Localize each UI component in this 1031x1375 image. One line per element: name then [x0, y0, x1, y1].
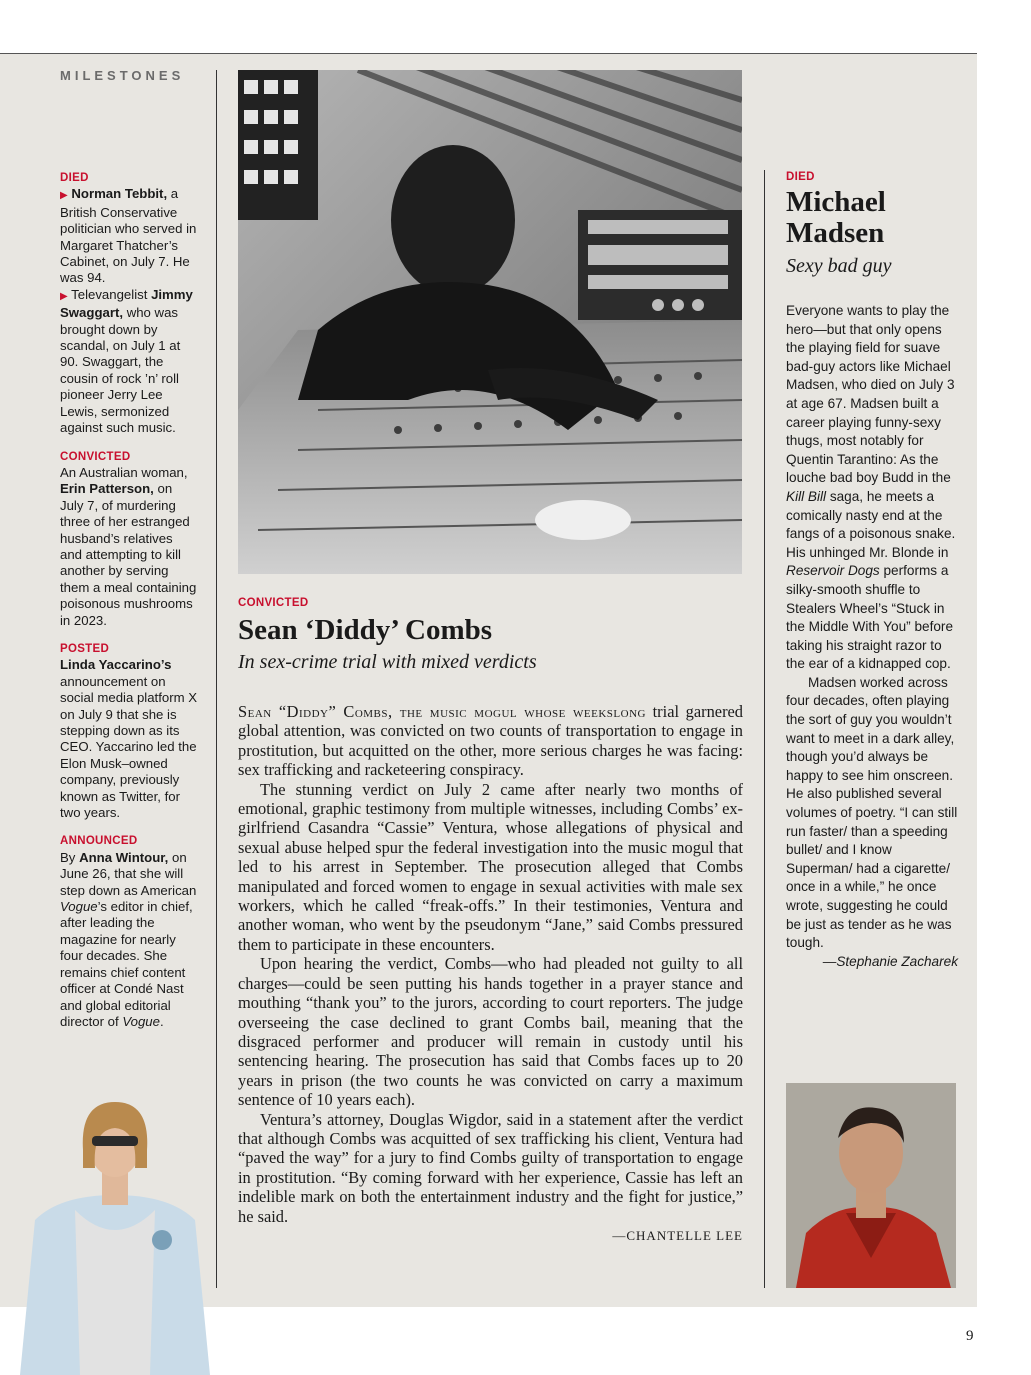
film-title: Kill Bill [786, 488, 827, 504]
entry-text: announcement on social media platform X on July 9 that she is stepping down as its CEO. Yaccarino led the Elon Musk–owned company, previously known as Twitter, for two years. [60, 673, 198, 821]
combs-studio-photo [238, 70, 742, 574]
right-body [786, 302, 958, 971]
article-paragraph: Upon hearing the verdict, Combs—who had pleaded not guilty to all charges—could be seen putting his hands together in a prayer stance and mouthing “thank you” to the jurors, according to court reporters. The judge overseeing the case declined to grant Combs bail, meaning that the disgraced performer and producer will remain in custody until his sentencing hearing. The prosecution has said that Combs faces up to 20 years in prison (the two counts he was convicted on carry a maximum sentence of 10 years each). [238, 954, 743, 1110]
madsen-photo [786, 1083, 956, 1288]
entry-pre: An Australian woman, [60, 464, 188, 480]
lead-in: Sean “Diddy” Combs, the music mogul whose weekslong [238, 702, 646, 721]
announced-label: ANNOUNCED [60, 835, 138, 848]
obit-pre: Televangelist [71, 286, 148, 302]
combs-article [238, 597, 743, 1244]
right-headline [786, 187, 958, 249]
entry-name: Linda Yaccarino’s [60, 657, 172, 673]
died-entry [60, 170, 198, 437]
left-column [60, 170, 198, 1042]
article-paragraph: The stunning verdict on July 2 came after nearly two months of emotional, graphic testimony from multiple witnesses, including Combs’ ex-girlfriend Casandra “Cassie” Ventura, whose allegations of physical and sexual abuse helped spur the federal investigation into the music mogul that led to his arrest in September. The prosecution alleged that Combs manipulated and forced women to engage in sexual activities with male sex workers, which he called “freak-offs.” In their testimonies, Ventura and another woman, who went by the pseudonym “Jane,” said Combs pressured them to participate in these encounters. [238, 779, 743, 954]
right-signature: —Stephanie Zacharek [822, 953, 958, 969]
obit-name: Norman Tebbit, [71, 186, 168, 202]
wintour-photo [20, 1100, 210, 1375]
right-paragraph [786, 302, 958, 674]
wintour-illustration [20, 1100, 210, 1375]
article-paragraph [238, 702, 743, 780]
top-rule [0, 53, 977, 54]
obit-text: who was brought down by scandal, on July 1 at 90. Swaggart, the cousin of rock ’n’ roll pioneer Jerry Lee Lewis, sermonized against such music. [60, 305, 181, 436]
right-category: DIED [786, 171, 815, 183]
article-headline: Sean ‘Diddy’ Combs [238, 614, 493, 646]
headline-line: Michael [786, 186, 886, 218]
left-divider [216, 70, 217, 1288]
vogue-title: Vogue [122, 1013, 160, 1029]
convicted-entry [60, 449, 198, 629]
died-label: DIED [60, 172, 89, 184]
entry-text: ’s editor in chief, after leading the magazine for nearly four decades. She remains chief content officer at Condé Nast and global editorial director of [60, 899, 193, 1029]
bullet-triangle-icon: ▶ [60, 290, 68, 302]
article-byline: —CHANTELLE LEE [612, 1227, 743, 1243]
page-number: 9 [966, 1328, 974, 1344]
entry-name: Erin Patterson, [60, 481, 154, 497]
vogue-title: Vogue [60, 899, 98, 915]
right-divider [764, 170, 765, 1288]
obit-text: a British Conservative politician who served in Margaret Thatcher’s Cabinet, on July 7. He was 94. [60, 186, 197, 286]
entry-text: on June 26, that she will step down as American [60, 849, 197, 898]
paragraph-text: saga, he meets a comically nasty end at the fangs of a poisonous snake. His unhinged Mr. Blonde in [786, 488, 956, 560]
madsen-article [786, 171, 958, 971]
paragraph-text: trial garnered global attention, was convicted on two counts of transportation to engage in prostitution, but acquitted on the other, more serious charges he was facing: sex trafficking and racketeering conspiracy. [238, 702, 743, 780]
entry-text: . [159, 1013, 164, 1029]
article-paragraph: Ventura’s attorney, Douglas Wigdor, said in a statement after the verdict that although Combs was acquitted of sex trafficking his client, Ventura had “paved the way” for a jury to find Combs guilty of transportation to engage in prostitution. “By coming forward with her experience, Cassie has left an indelible mark on both the entertainment industry and the fight for justice,” he said. [238, 1109, 743, 1226]
posted-label: POSTED [60, 642, 110, 655]
bullet-triangle-icon: ▶ [60, 190, 68, 202]
paragraph-text: performs a silky-smooth shuffle to Stealers Wheel’s “Stuck in the Middle With You” before taking his straight razor to the ear of a kidnapped cop. [786, 563, 954, 672]
headline-line: Madsen [786, 217, 885, 249]
studio-illustration [238, 70, 742, 574]
entry-text: on July 7, of murdering three of her estranged husband’s relatives and attempting to kill another by serving them a meal containing poisonous mushrooms in 2023. [60, 481, 197, 628]
article-dek: In sex-crime trial with mixed verdicts [238, 651, 537, 673]
right-dek: Sexy bad guy [786, 255, 892, 277]
posted-entry [60, 641, 198, 821]
article-body [238, 702, 743, 1226]
entry-pre: By [60, 849, 76, 865]
right-paragraph: Madsen worked across four decades, often playing the sort of guy you wouldn’t want to meet in a dark alley, though you’d always be happy to see him onscreen. He also published several volumes of poetry. “I can still run faster/ than a speeding bullet/ and I know Superman/ had a cigarette/ once in a while,” he once wrote, suggesting he could be just as tender as he was tough. [786, 674, 958, 951]
section-label: MILESTONES [60, 68, 185, 83]
convicted-label: CONVICTED [60, 450, 131, 463]
film-title: Reservoir Dogs [786, 563, 880, 579]
entry-name: Anna Wintour, [79, 849, 169, 865]
paragraph-text: Everyone wants to play the hero—but that only opens the playing field for suave bad-guy actors like Michael Madsen, who died on July 3 at age 67. Madsen built a career playing funny-sexy thugs, most notably for Quentin Tarantino: As the louche bad boy Budd in the [786, 303, 955, 486]
obit-name: Jimmy Swaggart, [60, 286, 193, 321]
madsen-illustration [786, 1083, 956, 1288]
announced-entry [60, 833, 198, 1030]
article-category: CONVICTED [238, 597, 309, 609]
